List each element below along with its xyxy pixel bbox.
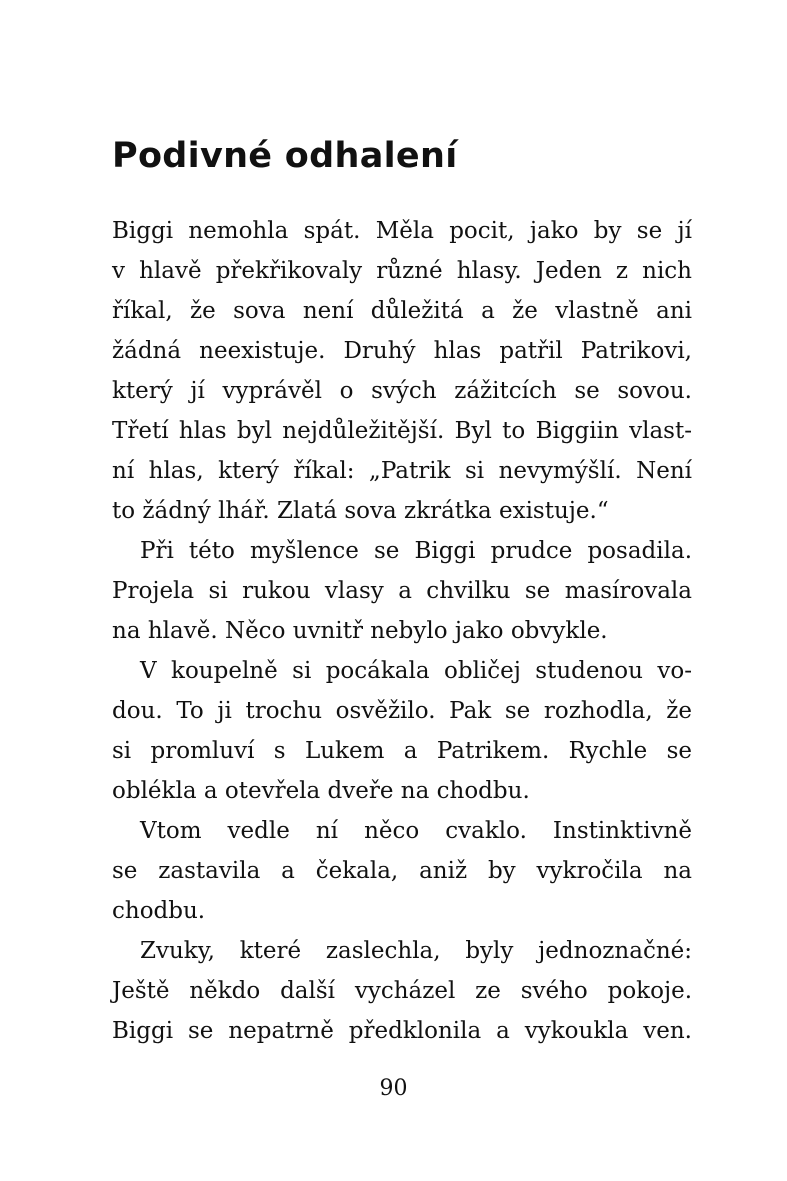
text-line: v hlavě překřikovaly různé hlasy. Jeden z nich (112, 258, 692, 284)
paragraph (112, 651, 692, 811)
text-line: Projela si rukou vlasy a chvilku se masírovala (112, 578, 692, 604)
paragraph (112, 931, 692, 1051)
text-line: který jí vyprávěl o svých zážitcích se sovou. (112, 378, 692, 404)
text-line: Třetí hlas byl nejdůležitější. Byl to Biggiin vlast- (112, 418, 692, 444)
text-line: oblékla a otevřela dveře na chodbu. (112, 778, 530, 804)
paragraph (112, 811, 692, 931)
text-line: Biggi se nepatrně předklonila a vykoukla ven. (112, 1018, 692, 1044)
text-line: V koupelně si pocákala obličej studenou vo- (140, 658, 692, 684)
text-line: se zastavila a čekala, aniž by vykročila na (112, 858, 692, 884)
text-line: Při této myšlence se Biggi prudce posadila. (140, 538, 692, 564)
text-line: Zvuky, které zaslechla, byly jednoznačné: (140, 938, 692, 964)
text-line: Biggi nemohla spát. Měla pocit, jako by se jí (112, 218, 692, 244)
paragraph (112, 531, 692, 651)
text-line: ní hlas, který říkal: „Patrik si nevymýšlí. Není (112, 458, 692, 484)
text-line: Vtom vedle ní něco cvaklo. Instinktivně (140, 818, 692, 844)
text-line: dou. To ji trochu osvěžilo. Pak se rozhodla, že (112, 698, 692, 724)
page-number: 90 (379, 1076, 408, 1101)
text-line: říkal, že sova není důležitá a že vlastně ani (112, 298, 692, 324)
text-line: chodbu. (112, 898, 206, 924)
chapter-title: Podivné odhalení (112, 136, 458, 176)
text-line: žádná neexistuje. Druhý hlas patřil Patrikovi, (112, 338, 692, 364)
body-text (112, 211, 692, 1051)
text-line: Ještě někdo další vycházel ze svého pokoje. (112, 978, 692, 1004)
paragraph (112, 211, 692, 531)
text-line: si promluví s Lukem a Patrikem. Rychle se (112, 738, 692, 764)
text-line: to žádný lhář. Zlatá sova zkrátka existuje.“ (112, 498, 609, 524)
text-line: na hlavě. Něco uvnitř nebylo jako obvykle. (112, 618, 608, 644)
